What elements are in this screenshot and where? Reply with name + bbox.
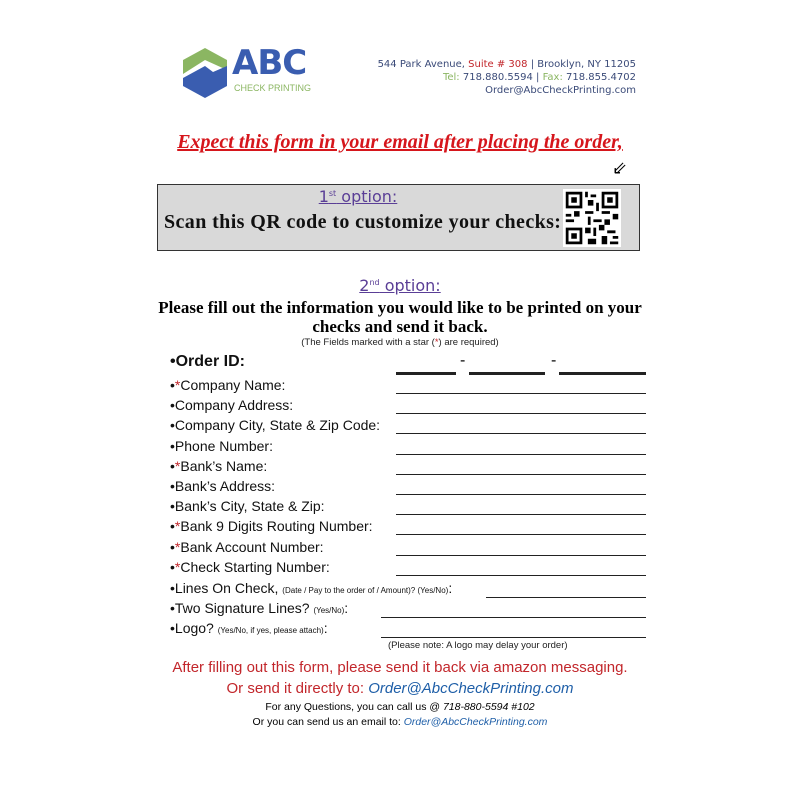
- footer-line3: For any Questions, you can call us @ 718-880-5594 #102: [265, 701, 535, 713]
- logo-subtitle: CHECK PRINTING: [234, 83, 312, 93]
- lines-on-check-label: •Lines On Check, (Date / Pay to the order of / Amount)? (Yes/No):: [170, 580, 453, 596]
- field-input[interactable]: [396, 454, 646, 455]
- two-signature-label: •Two Signature Lines? (Yes/No):: [170, 600, 349, 616]
- field-label-text: Company Address:: [174, 397, 294, 414]
- field-input[interactable]: [396, 534, 646, 535]
- required-star: *: [174, 457, 181, 474]
- field-input[interactable]: [396, 514, 646, 515]
- dash: -: [551, 352, 557, 369]
- two-signature-field[interactable]: [381, 617, 646, 618]
- field-label-text: Bank 9 Digits Routing Number:: [180, 518, 373, 535]
- option2-line2: checks and send it back.: [312, 317, 488, 336]
- required-note: (The Fields marked with a star (*) are required): [301, 337, 499, 348]
- field-input[interactable]: [396, 474, 646, 475]
- order-email-link-2[interactable]: Order@AbcCheckPrinting.com: [403, 716, 548, 728]
- order-email-link[interactable]: Order@AbcCheckPrinting.com: [368, 680, 574, 697]
- option2-line1: Please fill out the information you would like to be printed on your: [158, 298, 642, 317]
- footer-line2: Or send it directly to: Order@AbcCheckPrinting.com: [226, 680, 574, 697]
- option1-text: Scan this QR code to customize your checks:: [164, 211, 562, 233]
- required-star: *: [174, 377, 181, 393]
- order-id-label: •Order ID:: [170, 353, 245, 370]
- company-contact: 544 Park Avenue, Suite # 308 | Brooklyn, NY 11205 Tel: 718.880.5594 | Fax: 718.855.4702 Order@AbcCheckPrinting.com: [377, 59, 636, 96]
- required-star: *: [174, 558, 181, 575]
- footer-line1: After filling out this form, please send it back via amazon messaging.: [172, 659, 628, 676]
- field-label: •*Bank’s Name:: [170, 457, 268, 474]
- option1-box: [157, 184, 640, 251]
- field-label: •*Company Name:: [170, 377, 286, 393]
- field-label: •*Bank Account Number:: [170, 538, 324, 555]
- field-label-text: Bank’s City, State & Zip:: [174, 498, 325, 515]
- required-star: *: [174, 518, 181, 535]
- field-label-text: Phone Number:: [174, 437, 273, 454]
- qr-code-icon[interactable]: [563, 189, 621, 247]
- arrow-icon: ⇙: [612, 158, 628, 178]
- field-label: •Company City, State & Zip Code:: [170, 417, 381, 434]
- field-input[interactable]: [396, 494, 646, 495]
- field-label-text: Company Name:: [180, 377, 286, 393]
- field-label-text: Check Starting Number:: [180, 558, 330, 575]
- logo-icon: [183, 48, 227, 98]
- field-input[interactable]: [396, 555, 646, 556]
- field-label: •Phone Number:: [170, 437, 273, 454]
- order-id-field-2[interactable]: [469, 372, 545, 375]
- order-id-field-3[interactable]: [559, 372, 646, 375]
- option2-title: 2nd option:: [359, 276, 441, 295]
- field-label-text: Bank Account Number:: [180, 538, 324, 555]
- field-input[interactable]: [396, 575, 646, 576]
- expect-heading: Expect this form in your email after placing the order,: [177, 131, 623, 153]
- field-input[interactable]: [396, 413, 646, 414]
- logo-note: (Please note: A logo may delay your order): [388, 640, 568, 651]
- lines-on-check-field[interactable]: [486, 597, 646, 598]
- option1-title: 1st option:: [318, 187, 398, 206]
- field-label-text: Company City, State & Zip Code:: [174, 417, 381, 434]
- field-label: •Bank’s Address:: [170, 478, 276, 494]
- field-label-text: Bank’s Address:: [174, 478, 276, 494]
- field-label-text: Bank’s Name:: [180, 457, 268, 474]
- field-label: •Bank’s City, State & Zip:: [170, 498, 325, 515]
- required-star: *: [174, 538, 181, 555]
- field-label: •*Bank 9 Digits Routing Number:: [170, 518, 373, 535]
- dash: -: [460, 352, 466, 369]
- order-id-field-1[interactable]: [396, 372, 456, 375]
- header-email[interactable]: Order@AbcCheckPrinting.com: [485, 85, 636, 96]
- field-input[interactable]: [396, 393, 646, 394]
- logo-text: ABC: [232, 43, 307, 83]
- logo-field[interactable]: [381, 637, 646, 638]
- logo-question-label: •Logo? (Yes/No, if yes, please attach):: [170, 620, 328, 636]
- field-input[interactable]: [396, 433, 646, 434]
- field-label: •*Check Starting Number:: [170, 558, 330, 575]
- field-label: •Company Address:: [170, 397, 294, 414]
- footer-line4: Or you can send us an email to: Order@AbcCheckPrinting.com: [252, 716, 548, 728]
